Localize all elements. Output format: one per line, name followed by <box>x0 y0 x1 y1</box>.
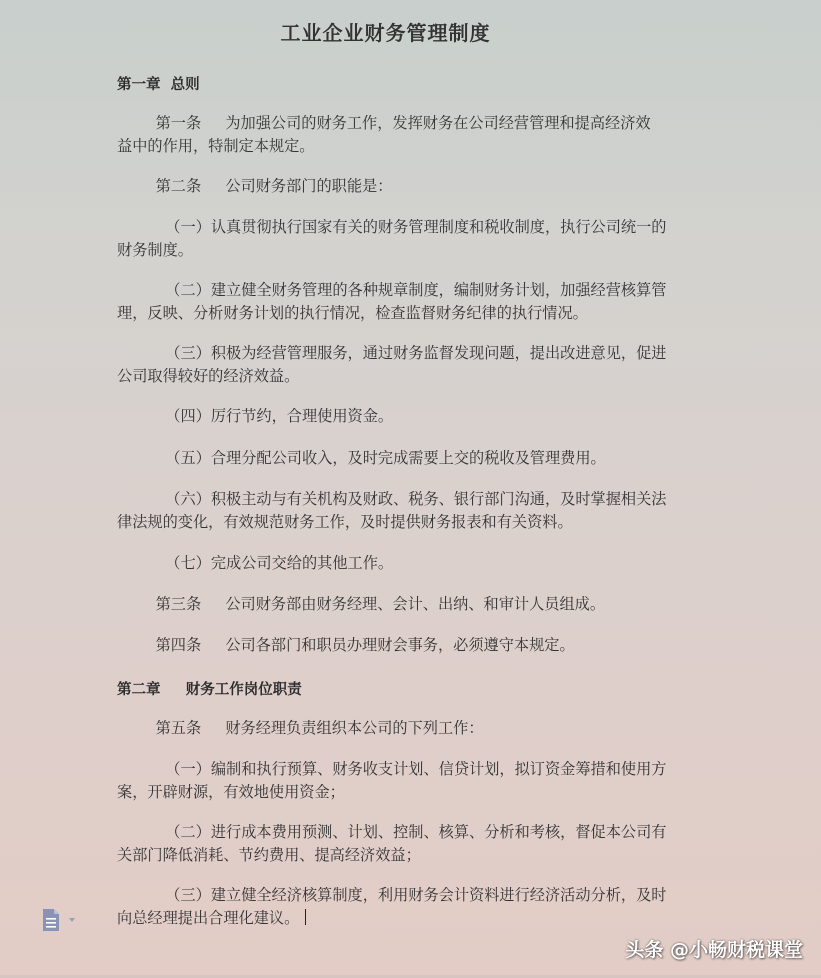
document-icon <box>42 908 76 932</box>
paragraph-line: 财务制度。 <box>117 241 193 259</box>
paragraph-item-4[interactable] <box>117 405 699 428</box>
text-cursor <box>305 909 306 925</box>
paragraph-line-text: 向总经理提出合理化建议。 <box>117 909 300 927</box>
paragraph-article-3[interactable] <box>117 593 699 616</box>
paragraph-line: （五）合理分配公司收入，及时完成需要上交的税收及管理费用。 <box>117 449 606 467</box>
paragraph-item-2[interactable] <box>117 279 699 325</box>
paragraph-line: （四）厉行节约，合理使用资金。 <box>117 407 394 425</box>
paragraph-line-with-cursor <box>117 907 699 930</box>
document-options-button[interactable] <box>42 908 76 932</box>
paragraph-line: 关部门降低消耗、节约费用、提高经济效益； <box>117 846 421 864</box>
chapter-heading-1: 第一章 总则 <box>117 77 200 93</box>
paragraph-line: （二）进行成本费用预测、计划、控制、核算、分析和考核，督促本公司有 <box>117 823 667 841</box>
paragraph-line: 律法规的变化，有效规范财务工作，及时提供财务报表和有关资料。 <box>117 513 573 531</box>
paragraph-item-3b[interactable] <box>117 884 699 930</box>
paragraph-line: 第三条 公司财务部由财务经理、会计、出纳、和审计人员组成。 <box>117 595 606 613</box>
paragraph-line: 第四条 公司各部门和职员办理财会事务，必须遵守本规定。 <box>117 636 575 654</box>
paragraph-line: 第二条 公司财务部门的职能是： <box>117 177 393 195</box>
paragraph-line: （六）积极主动与有关机构及财政、税务、银行部门沟通，及时掌握相关法 <box>117 490 667 508</box>
paragraph-article-5[interactable] <box>117 717 699 740</box>
paragraph-line: 公司取得较好的经济效益。 <box>117 367 300 385</box>
paragraph-item-3[interactable] <box>117 342 699 388</box>
paragraph-line: 第五条 财务经理负责组织本公司的下列工作： <box>117 719 484 737</box>
paragraph-line: 益中的作用，特制定本规定。 <box>117 137 315 155</box>
paragraph-line: （三）建立健全经济核算制度，利用财务会计资料进行经济活动分析，及时 <box>117 886 667 904</box>
paragraph-article-4[interactable] <box>117 634 699 657</box>
paragraph-item-7[interactable] <box>117 552 699 575</box>
paragraph-item-1b[interactable] <box>117 758 699 804</box>
paragraph-item-2b[interactable] <box>117 821 699 867</box>
paragraph-line: 第一条 为加强公司的财务工作，发挥财务在公司经营管理和提高经济效 <box>117 114 651 132</box>
chapter-heading-2: 第二章 财务工作岗位职责 <box>117 682 302 698</box>
watermark: 头条 @小畅财税课堂 <box>625 939 803 961</box>
paragraph-line: （三）积极为经营管理服务，通过财务监督发现问题，提出改进意见，促进 <box>117 344 667 362</box>
chevron-down-icon <box>69 918 75 922</box>
paragraph-line: （二）建立健全财务管理的各种规章制度，编制财务计划，加强经营核算管 <box>117 281 667 299</box>
paragraph-line: 理，反映、分析财务计划的执行情况，检查监督财务纪律的执行情况。 <box>117 304 588 322</box>
paragraph-article-2[interactable] <box>117 175 699 198</box>
paragraph-line: （七）完成公司交给的其他工作。 <box>117 554 394 572</box>
paragraph-item-6[interactable] <box>117 488 699 534</box>
paragraph-line: 案，开辟财源，有效地使用资金； <box>117 783 345 801</box>
document-title: 工业企业财务管理制度 <box>280 21 491 45</box>
paragraph-line: （一）编制和执行预算、财务收支计划、信贷计划，拟订资金筹措和使用方 <box>117 760 667 778</box>
paragraph-item-1[interactable] <box>117 216 699 262</box>
paragraph-item-5[interactable] <box>117 447 699 470</box>
paragraph-line: （一）认真贯彻执行国家有关的财务管理制度和税收制度，执行公司统一的 <box>117 218 667 236</box>
paragraph-article-1[interactable] <box>117 112 699 158</box>
